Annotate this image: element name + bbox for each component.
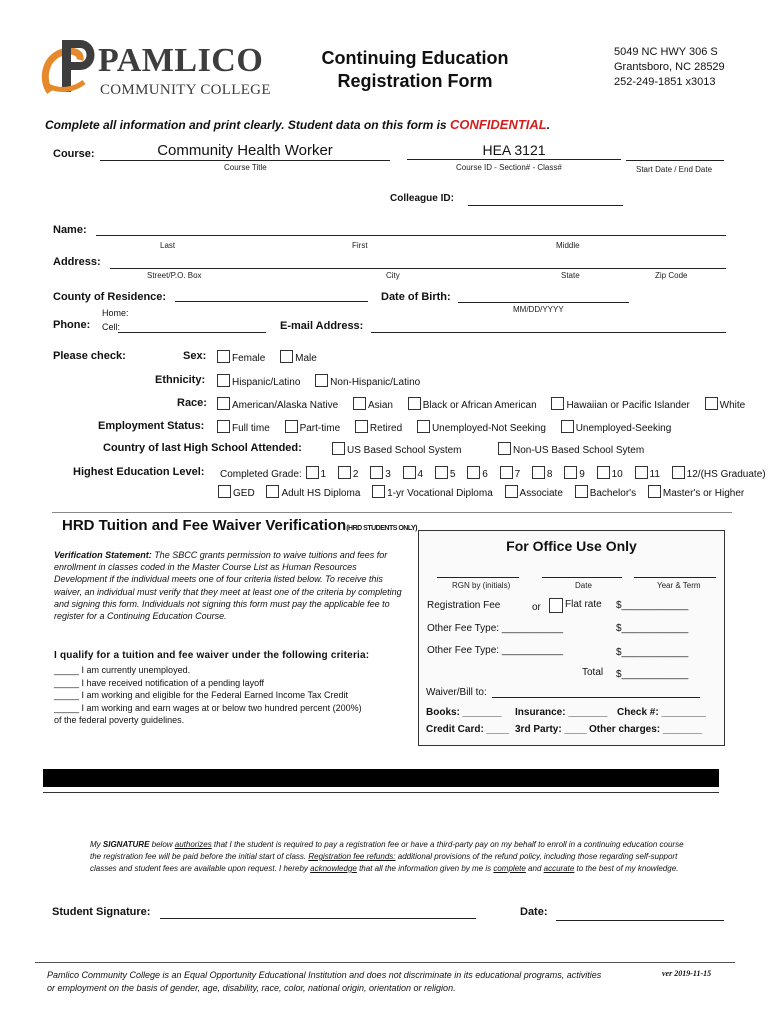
dob-format-sub: MM/DD/YYYY [513, 305, 564, 314]
college-phone: 252-249-1851 x3013 [614, 76, 716, 88]
checkbox-icon[interactable] [408, 397, 421, 410]
criterion-4[interactable]: _____ I am working and earn wages at or below two hundred percent (200%) [54, 702, 362, 713]
checkbox-icon[interactable] [285, 420, 298, 433]
waiver-title: HRD Tuition and Fee Waiver Verification(HRD STUDENTS ONLY) [62, 517, 417, 534]
email-label: E-mail Address: [280, 320, 364, 332]
checkbox-icon[interactable] [532, 466, 545, 479]
country-label: Country of last High School Attended: [103, 442, 302, 454]
dates-field[interactable] [626, 160, 724, 161]
checkbox-icon[interactable] [435, 466, 448, 479]
checkbox-icon[interactable] [498, 442, 511, 455]
grade-10[interactable]: 10 [597, 469, 629, 480]
county-label: County of Residence: [53, 291, 167, 303]
race-options [217, 397, 757, 411]
race-option-black[interactable]: Black or African American [408, 400, 543, 411]
checkbox-icon[interactable] [306, 466, 319, 479]
year-term-field[interactable] [634, 577, 716, 578]
checkbox-icon[interactable] [467, 466, 480, 479]
address-line1: 5049 NC HWY 306 S [614, 46, 718, 58]
address-state-sub: State [561, 271, 580, 280]
race-option-american-native[interactable]: American/Alaska Native [217, 400, 344, 411]
phone-label: Phone: [53, 319, 91, 331]
checkbox-icon[interactable] [551, 397, 564, 410]
grade-9[interactable]: 9 [564, 469, 591, 480]
completed-grade-label: Completed Grade: [220, 469, 302, 480]
dob-label: Date of Birth: [381, 291, 451, 303]
name-middle-sub: Middle [556, 241, 580, 250]
address-city-sub: City [386, 271, 400, 280]
employment-option-retired[interactable]: Retired [355, 423, 408, 434]
address-line2: Grantsboro, NC 28529 [614, 61, 725, 73]
dates-sub: Start Date / End Date [636, 165, 713, 174]
verification-statement: Verification Statement: The SBCC grants permission to waive tuitions and fees for enrollment in classes coded in the Master Course List as Human Resources Development if the individual meets one of four criteria listed below. To receive this waiver, an individual must verify that they meet at least one of the criteria by completing and signing this form. Individuals not signing this form must pay the applicable fee to register for a Continuing Education Course. [54, 550, 402, 622]
employment-option-unemployed-seeking[interactable]: Unemployed-Seeking [561, 423, 678, 434]
ethnicity-option-hispanic[interactable]: Hispanic/Latino [217, 377, 306, 388]
ethnicity-option-non-hispanic[interactable]: Non-Hispanic/Latino [315, 377, 426, 388]
total-amount[interactable]: $____________ [616, 669, 689, 680]
checkbox-icon[interactable] [217, 420, 230, 433]
employment-option-full-time[interactable]: Full time [217, 423, 276, 434]
checkbox-icon[interactable] [635, 466, 648, 479]
course-id-field[interactable]: HEA 3121 [407, 142, 621, 160]
address-field[interactable] [110, 268, 726, 269]
degree-bachelors[interactable]: Bachelor's [575, 488, 642, 499]
please-check-label: Please check: [53, 350, 126, 362]
checkbox-icon[interactable] [672, 466, 685, 479]
form-title-line1: Continuing Education [321, 48, 509, 68]
checkbox-icon[interactable] [217, 350, 230, 363]
degree-ged[interactable]: GED [218, 488, 261, 499]
insurance-field[interactable]: Insurance: _______ [515, 707, 608, 718]
colleague-id-field[interactable] [468, 205, 623, 206]
grade-7[interactable]: 7 [500, 469, 527, 480]
checkbox-icon[interactable] [338, 466, 351, 479]
checkbox-icon[interactable] [417, 420, 430, 433]
checkbox-icon[interactable] [217, 374, 230, 387]
checkbox-icon[interactable] [564, 466, 577, 479]
employment-option-part-time[interactable]: Part-time [285, 423, 347, 434]
checkbox-icon[interactable] [370, 466, 383, 479]
year-term-sub: Year & Term [657, 581, 701, 590]
date-sub: Date [575, 581, 592, 590]
phone-home-label: Home: [102, 308, 129, 318]
employment-options [217, 420, 683, 434]
student-signature-field[interactable] [160, 918, 476, 919]
checkbox-icon[interactable] [266, 485, 279, 498]
reg-fee-label: Registration Fee [427, 600, 501, 611]
grade-1[interactable]: 1 [306, 469, 333, 480]
degree-masters[interactable]: Master's or Higher [648, 488, 750, 499]
checkbox-icon[interactable] [315, 374, 328, 387]
checkbox-icon[interactable] [353, 397, 366, 410]
checkbox-icon[interactable] [280, 350, 293, 363]
email-field[interactable] [371, 332, 726, 333]
checkbox-icon[interactable] [500, 466, 513, 479]
office-use-title: For Office Use Only [506, 538, 637, 554]
course-id-sub: Course ID - Section# - Class# [456, 163, 562, 172]
credit-card-field[interactable]: Credit Card: ____ [426, 724, 509, 735]
signature-date-label: Date: [520, 906, 548, 918]
checkbox-icon[interactable] [505, 485, 518, 498]
footer-divider [35, 962, 735, 963]
checkbox-icon[interactable] [332, 442, 345, 455]
degree-adult-hs[interactable]: Adult HS Diploma [266, 488, 366, 499]
logo-subtitle: COMMUNITY COLLEGE [100, 82, 271, 98]
name-first-sub: First [352, 241, 368, 250]
race-label: Race: [177, 397, 207, 409]
third-party-field[interactable]: 3rd Party: ____ [515, 724, 587, 735]
sex-option-male[interactable]: Male [280, 353, 323, 364]
grade-8[interactable]: 8 [532, 469, 559, 480]
checkbox-icon[interactable] [648, 485, 661, 498]
address-label: Address: [53, 256, 101, 268]
grade-4[interactable]: 4 [403, 469, 430, 480]
course-title-field[interactable]: Community Health Worker [100, 142, 390, 161]
flat-rate-label: Flat rate [565, 599, 602, 610]
criteria-list [54, 664, 362, 727]
race-option-hawaiian[interactable]: Hawaiian or Pacific Islander [551, 400, 695, 411]
country-option-us[interactable]: US Based School System [332, 442, 468, 456]
name-last-sub: Last [160, 241, 176, 250]
other-fee-1[interactable]: Other Fee Type: ___________ [427, 623, 564, 634]
address-zip-sub: Zip Code [655, 271, 688, 280]
checkbox-icon[interactable] [218, 485, 231, 498]
ethnicity-options [217, 374, 432, 388]
criterion-5: of the federal poverty guidelines. [54, 715, 185, 726]
phone-cell-label: Cell: [102, 322, 121, 332]
county-field[interactable] [175, 301, 368, 302]
confidential-label: CONFIDENTIAL [449, 117, 547, 132]
degree-options [218, 485, 750, 499]
grade-2[interactable]: 2 [338, 469, 365, 480]
employment-label: Employment Status: [98, 420, 205, 432]
verification-statement-label: Verification Statement: [54, 550, 152, 560]
college-address [614, 45, 725, 90]
waiver-bill-label: Waiver/Bill to: [426, 687, 487, 698]
other-fee-2[interactable]: Other Fee Type: ___________ [427, 645, 564, 656]
section-divider-line [43, 792, 719, 793]
flat-rate-checkbox[interactable] [549, 598, 563, 613]
signature-date-field[interactable] [556, 920, 724, 921]
waiver-title-small: (HRD STUDENTS ONLY) [346, 525, 417, 532]
rgn-field[interactable] [437, 577, 519, 578]
version-label: ver 2019-11-15 [662, 969, 712, 978]
sex-options [217, 350, 329, 364]
grade-11[interactable]: 11 [635, 469, 666, 480]
address-street-sub: Street/P.O. Box [147, 271, 202, 280]
checkbox-icon[interactable] [705, 397, 718, 410]
country-option-non-us[interactable]: Non-US Based School Sytem [498, 442, 650, 456]
checkbox-icon[interactable] [561, 420, 574, 433]
criterion-1[interactable]: _____ I am currently unemployed. [54, 665, 191, 675]
other-fee-1-amount[interactable]: $____________ [616, 623, 689, 634]
checkbox-icon[interactable] [355, 420, 368, 433]
education-label: Highest Education Level: [73, 466, 205, 478]
grade-12[interactable]: 12/(HS Graduate) [672, 469, 770, 480]
grade-options [220, 466, 770, 480]
criterion-3[interactable]: _____ I am working and eligible for the Federal Earned Income Tax Credit [54, 690, 348, 701]
total-label: Total [582, 667, 604, 678]
checkbox-icon[interactable] [575, 485, 588, 498]
office-use-box [418, 530, 725, 746]
books-field[interactable]: Books: _______ [426, 707, 502, 718]
section-divider-bar [43, 769, 719, 787]
or-label: or [532, 602, 541, 613]
intro-main: Complete all information and print clearly. Student data on this form is [45, 118, 450, 132]
grade-6[interactable]: 6 [467, 469, 494, 480]
qualify-heading: I qualify for a tuition and fee waiver under the following criteria: [54, 650, 370, 661]
course-label: Course: [53, 148, 95, 160]
date-field[interactable] [542, 577, 622, 578]
degree-associate[interactable]: Associate [505, 488, 569, 499]
form-title-line2: Registration Form [337, 71, 493, 91]
footer-text: Pamlico Community College is an Equal Opportunity Educational Institution and does not discriminate in its educational programs, activities or employment on the basis of gender, age, disability, race, color, national origin, orientation or religion. [47, 970, 602, 993]
waiver-bill-field[interactable] [492, 697, 700, 698]
name-field[interactable] [96, 235, 726, 236]
course-title-sub: Course Title [224, 163, 267, 172]
reg-fee-amount[interactable]: $____________ [616, 600, 689, 611]
rgn-sub: RGN by (initials) [452, 581, 511, 590]
name-label: Name: [53, 224, 87, 236]
grade-5[interactable]: 5 [435, 469, 462, 480]
other-fee-2-amount[interactable]: $____________ [616, 647, 689, 658]
pc-logo-icon [40, 40, 104, 100]
other-charges-field[interactable]: Other charges: _______ [589, 724, 702, 735]
checkbox-icon[interactable] [597, 466, 610, 479]
sex-label: Sex: [183, 350, 207, 362]
checkbox-icon[interactable] [217, 397, 230, 410]
colleague-id-label: Colleague ID: [390, 193, 454, 204]
employment-option-unemployed-not-seeking[interactable]: Unemployed-Not Seeking [417, 423, 552, 434]
degree-vocational[interactable]: 1-yr Vocational Diploma [372, 488, 499, 499]
logo-name: PAMLICO [98, 42, 264, 79]
sex-option-female[interactable]: Female [217, 353, 271, 364]
college-logo [40, 40, 280, 102]
check-field[interactable]: Check #: ________ [617, 707, 706, 718]
student-signature-label: Student Signature: [52, 906, 151, 918]
checkbox-icon[interactable] [403, 466, 416, 479]
phone-field[interactable] [118, 332, 266, 333]
race-option-white[interactable]: White [705, 400, 752, 411]
dob-field[interactable] [458, 302, 629, 303]
checkbox-icon[interactable] [372, 485, 385, 498]
race-option-asian[interactable]: Asian [353, 400, 399, 411]
intro-text: Complete all information and print clearly. Student data on this form is CONFIDENTIAL. [45, 117, 551, 132]
form-title [300, 47, 530, 93]
ethnicity-label: Ethnicity: [155, 374, 206, 386]
criterion-2[interactable]: _____ I have received notification of a pending layoff [54, 677, 264, 688]
grade-3[interactable]: 3 [370, 469, 397, 480]
signature-statement: My SIGNATURE below authorizes that I the student is required to pay a registration fee or have a third-party pay on my behalf to enroll in a continuing education course the registration fee will be paid before the initial start of class. Registration fee refunds: additional provisions of the refund policy, including those regarding self-support classes and student fees are available upon request. I hereby acknowledge that all the information given by me is complete and accurate to the best of my knowledge. [90, 840, 684, 873]
